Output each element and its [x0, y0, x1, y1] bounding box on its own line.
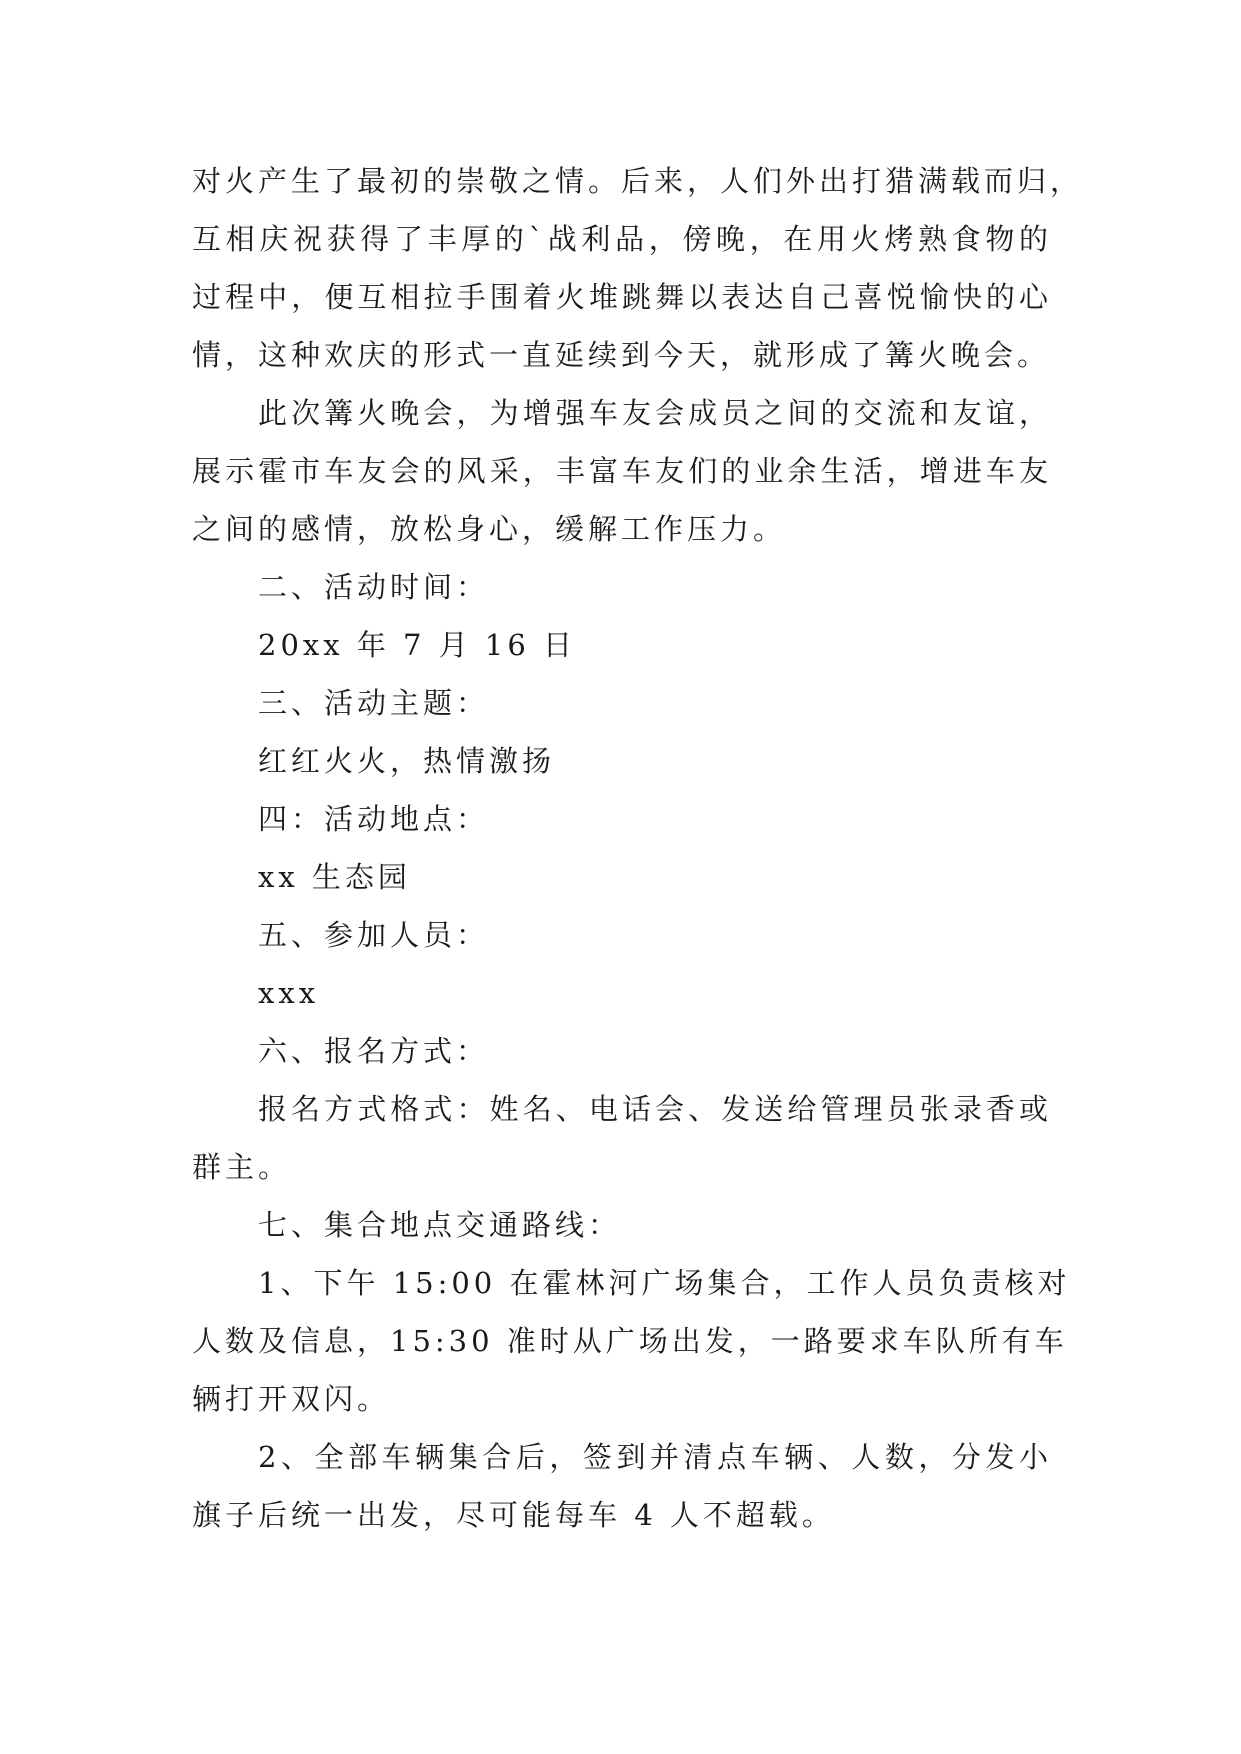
text-line: 过程中，便互相拉手围着火堆跳舞以表达自己喜悦愉快的心 [192, 280, 1052, 314]
text-line: 2、全部车辆集合后，签到并清点车辆、人数，分发小 [258, 1440, 1052, 1474]
text-line: 六、报名方式： [258, 1034, 490, 1068]
paragraph-purpose [192, 384, 1052, 558]
text-line: 1、下午 15:00 在霍林河广场集合，工作人员负责核对 [258, 1266, 1071, 1300]
text-line: 报名方式格式：姓名、电话会、发送给管理员张录香或 [258, 1092, 1052, 1126]
text-line: xx 生态园 [258, 860, 411, 894]
section-heading-registration [192, 1022, 1052, 1080]
text-line: 互相庆祝获得了丰厚的`战利品，傍晚，在用火烤熟食物的 [192, 222, 1052, 256]
event-participants [192, 964, 1052, 1022]
text-line: 七、集合地点交通路线： [258, 1208, 622, 1242]
section-heading-route [192, 1196, 1052, 1254]
text-line: xxx [258, 976, 320, 1010]
route-step-2 [192, 1428, 1052, 1544]
text-line: 情，这种欢庆的形式一直延续到今天，就形成了篝火晚会。 [192, 338, 1051, 372]
registration-method [192, 1080, 1052, 1196]
event-date [192, 616, 1052, 674]
text-line: 群主。 [192, 1150, 292, 1184]
document-body [192, 152, 1084, 1544]
text-line: 对火产生了最初的崇敬之情。后来，人们外出打猎满载而归， [192, 164, 1084, 198]
route-step-1 [192, 1254, 1071, 1428]
event-theme [192, 732, 1052, 790]
text-line: 旗子后统一出发，尽可能每车 4 人不超载。 [192, 1498, 835, 1532]
text-line: 辆打开双闪。 [192, 1382, 391, 1416]
section-heading-participants [192, 906, 1052, 964]
event-location [192, 848, 1052, 906]
text-line: 人数及信息，15:30 准时从广场出发，一路要求车队所有车 [192, 1324, 1068, 1358]
text-line: 四：活动地点： [258, 802, 490, 836]
text-line: 展示霍市车友会的风采，丰富车友们的业余生活，增进车友 [192, 454, 1052, 488]
section-heading-location [192, 790, 1052, 848]
text-line: 红红火火，热情激扬 [258, 744, 556, 778]
text-line: 三、活动主题： [258, 686, 490, 720]
paragraph-bonfire-origin [192, 152, 1084, 384]
text-line: 20xx 年 7 月 16 日 [258, 628, 577, 662]
section-heading-theme [192, 674, 1052, 732]
text-line: 二、活动时间： [258, 570, 490, 604]
text-line: 五、参加人员： [258, 918, 490, 952]
text-line: 之间的感情，放松身心，缓解工作压力。 [192, 512, 787, 546]
section-heading-time [192, 558, 1052, 616]
text-line: 此次篝火晚会，为增强车友会成员之间的交流和友谊， [258, 396, 1052, 430]
